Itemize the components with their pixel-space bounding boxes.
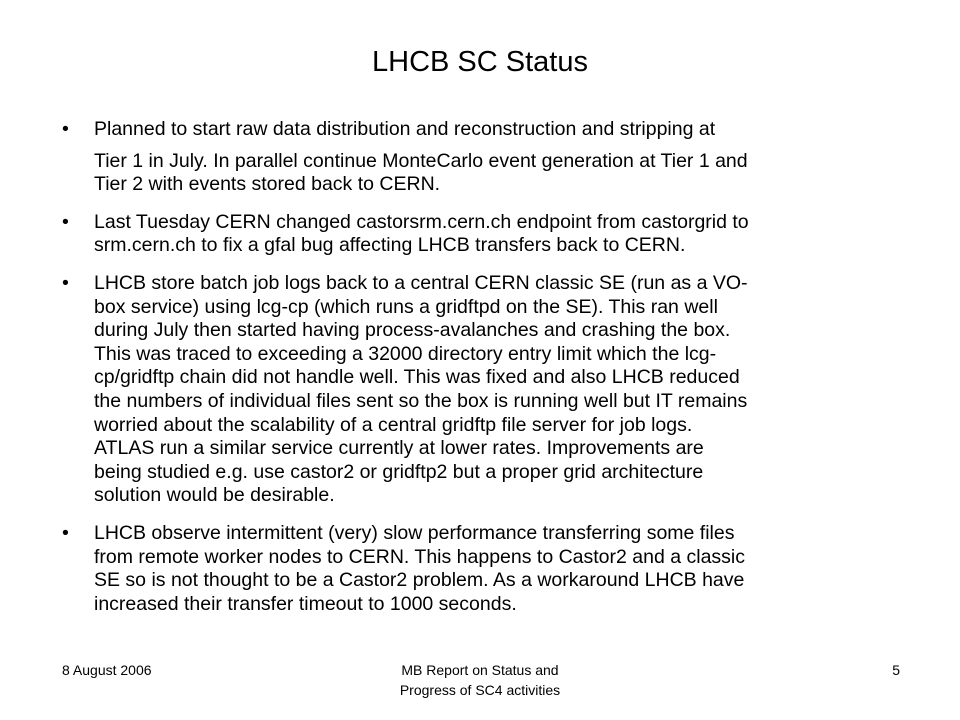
bullet-line: Tier 2 with events stored back to CERN. xyxy=(94,173,441,196)
bullet-line: increased their transfer timeout to 1000 seconds. xyxy=(94,592,517,615)
page-number: 5 xyxy=(892,662,900,678)
bullet-line: Planned to start raw data distribution and reconstruction and stripping at xyxy=(94,118,716,140)
bullet-line: the numbers of individual files sent so the box is running well but IT remains xyxy=(94,389,748,412)
bullet-glyph: • xyxy=(62,210,69,233)
bullet-line: being studied e.g. use castor2 or gridftp2 but a proper grid architecture xyxy=(94,460,704,483)
bullet-glyph: • xyxy=(62,118,69,140)
bullet-item-1 xyxy=(62,118,922,197)
bullet-item-2 xyxy=(62,211,922,258)
bullet-item-4 xyxy=(62,522,922,616)
bullet-line: srm.cern.ch to fix a gfal bug affecting LHCB transfers back to CERN. xyxy=(94,234,686,257)
bullet-glyph: • xyxy=(62,521,69,544)
bullet-glyph: • xyxy=(62,271,69,294)
bullet-line: during July then started having process-avalanches and crashing the box. xyxy=(94,319,731,342)
bullet-line: Tier 1 in July. In parallel continue MonteCarlo event generation at Tier 1 and xyxy=(94,149,748,172)
bullet-line: ATLAS run a similar service currently at lower rates. Improvements are xyxy=(94,437,704,460)
footer-title-line-2: Progress of SC4 activities xyxy=(399,682,561,698)
bullet-line: from remote worker nodes to CERN. This happens to Castor2 and a classic xyxy=(94,545,746,568)
bullet-line: This was traced to exceeding a 32000 directory entry limit which the lcg- xyxy=(94,342,717,365)
footer-title xyxy=(330,660,630,700)
footer-date: 8 August 2006 xyxy=(62,662,152,678)
bullet-line: SE so is not thought to be a Castor2 problem. As a workaround LHCB have xyxy=(94,569,745,592)
bullet-line: cp/gridftp chain did not handle well. This was fixed and also LHCB reduced xyxy=(94,366,740,389)
slide-title: LHCB SC Status xyxy=(372,46,588,78)
bullet-list xyxy=(62,118,922,630)
bullet-line: worried about the scalability of a central gridftp file server for job logs. xyxy=(94,413,693,436)
bullet-item-3 xyxy=(62,272,922,508)
bullet-line: LHCB store batch job logs back to a central CERN classic SE (run as a VO- xyxy=(94,271,748,294)
bullet-line: Last Tuesday CERN changed castorsrm.cern.ch endpoint from castorgrid to xyxy=(94,210,749,233)
bullet-line: box service) using lcg-cp (which runs a gridftpd on the SE). This ran well xyxy=(94,295,718,318)
bullet-line: solution would be desirable. xyxy=(94,484,335,507)
bullet-line: LHCB observe intermittent (very) slow performance transferring some files xyxy=(94,521,735,544)
footer-title-line-1: MB Report on Status and xyxy=(401,662,559,678)
